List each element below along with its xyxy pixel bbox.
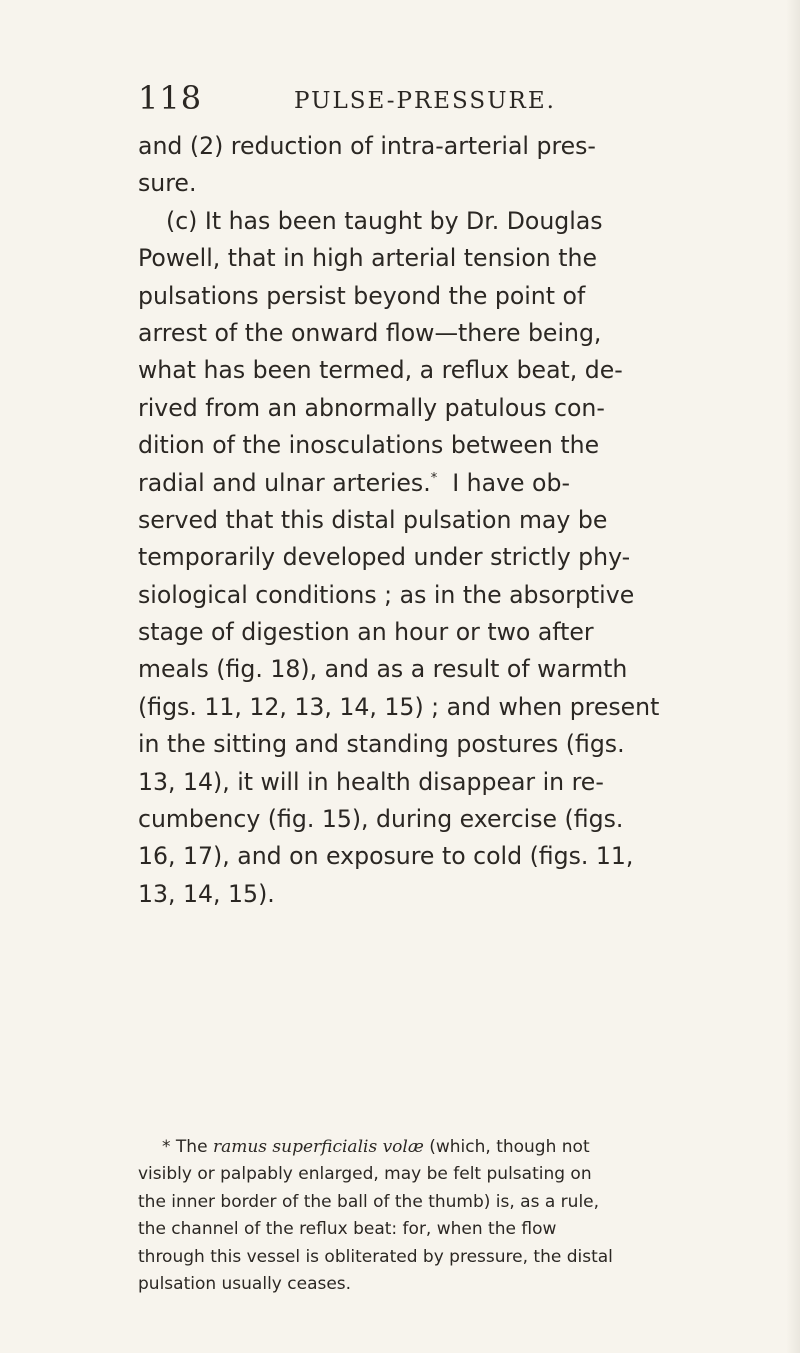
footnote-line: pulsation usually ceases.	[138, 1273, 352, 1294]
footnote-line: visibly or palpably enlarged, may be felt pulsating on	[138, 1164, 592, 1185]
text-line: temporarily developed under strictly phy-	[138, 543, 631, 572]
text-line: cumbency (fig. 15), during exercise (figs.	[138, 805, 624, 834]
text-line: meals (fig. 18), and as a result of warmth	[138, 655, 628, 684]
text-line: siological conditions ; as in the absorptive	[138, 580, 635, 609]
page-header	[0, 78, 800, 122]
footnote-italic-term: ramus superficialis volæ	[212, 1137, 424, 1157]
footnote-mark: *	[162, 1137, 171, 1157]
running-head: PULSE-PRESSURE.	[294, 88, 556, 114]
text-line-with-footnote-ref	[138, 465, 734, 502]
page-edge-shadow	[786, 0, 800, 1353]
body-text	[138, 128, 734, 913]
footnote-fragment: The	[175, 1137, 208, 1157]
text-line: and (2) reduction of intra-arterial pres-	[138, 132, 596, 160]
text-fragment: I have ob-	[452, 468, 570, 497]
footnote-line: the inner border of the ball of the thumb) is, as a rule,	[138, 1191, 600, 1212]
footnote-line: the channel of the reflux beat: for, when the flow	[138, 1219, 557, 1240]
text-line: in the sitting and standing postures (figs.	[138, 730, 625, 759]
text-line: stage of digestion an hour or two after	[138, 618, 594, 647]
text-line: 13, 14, 15).	[138, 879, 275, 908]
text-line: (figs. 11, 12, 13, 14, 15) ; and when present	[138, 692, 660, 721]
text-line: served that this distal pulsation may be	[138, 505, 608, 534]
footnote-fragment: (which, though not	[429, 1137, 590, 1157]
text-fragment: radial and ulnar arteries.	[138, 468, 431, 497]
text-line: rived from an abnormally patulous con-	[138, 393, 605, 422]
page-number: 118	[138, 79, 203, 117]
footnote	[138, 1134, 738, 1298]
text-line: 16, 17), and on exposure to cold (figs. 11,	[138, 842, 634, 871]
text-line: Powell, that in high arterial tension the	[138, 244, 597, 273]
text-line: sure.	[138, 169, 197, 198]
footnote-reference-mark: *	[430, 470, 438, 486]
text-line: what has been termed, a reflux beat, de-	[138, 356, 623, 385]
footnote-line	[138, 1134, 738, 1161]
footnote-line: through this vessel is obliterated by pressure, the distal	[138, 1246, 613, 1267]
text-line: (c) It has been taught by Dr. Douglas	[166, 206, 603, 235]
text-line: dition of the inosculations between the	[138, 431, 600, 460]
text-line: 13, 14), it will in health disappear in re-	[138, 767, 604, 796]
text-line: pulsations persist beyond the point of	[138, 281, 586, 310]
text-line: arrest of the onward flow—there being,	[138, 318, 602, 347]
